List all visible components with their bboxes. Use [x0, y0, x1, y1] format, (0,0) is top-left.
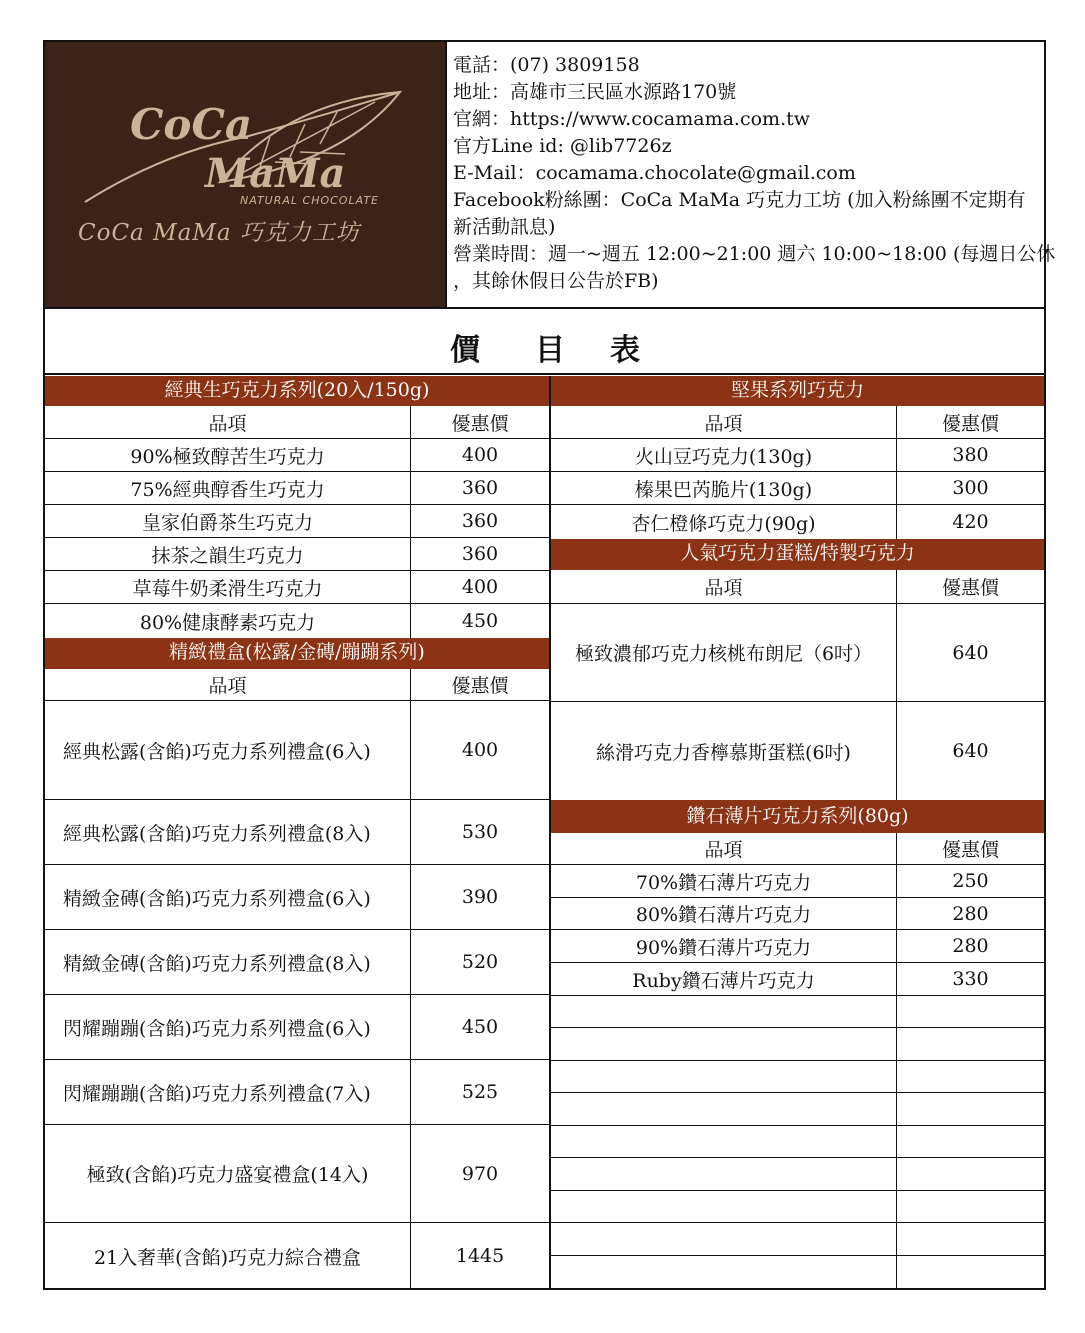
giftbox-item-name: 21入奢華(含餡)巧克力綜合禮盒: [45, 1223, 411, 1289]
contact-facebook: Facebook粉絲團：CoCa MaMa 巧克力工坊 (加入粉絲團不定期有: [453, 189, 1026, 211]
section-header-classic: 經典生巧克力系列(20入/150g): [45, 376, 549, 406]
empty-row: [551, 1061, 897, 1093]
giftbox-item-price: 525: [411, 1060, 549, 1125]
column-header-item: 品項: [45, 669, 411, 701]
empty-row: [897, 1158, 1044, 1191]
giftbox-item-price: 390: [411, 865, 549, 930]
diamond-item-price: 250: [897, 865, 1044, 898]
diamond-item-price: 330: [897, 963, 1044, 996]
column-header-price: 優惠價: [897, 406, 1044, 439]
empty-row: [551, 1256, 897, 1289]
column-header-item: 品項: [551, 570, 897, 604]
logo-script-mama: MaMa: [205, 150, 346, 197]
contact-address: 地址：高雄市三民區水源路170號: [453, 81, 737, 103]
diamond-item-name: Ruby鑽石薄片巧克力: [551, 963, 897, 996]
giftbox-item-name: 閃耀蹦蹦(含餡)巧克力系列禮盒(7入): [45, 1060, 411, 1125]
empty-row: [551, 1126, 897, 1158]
contact-info: [445, 42, 1056, 307]
section-header-giftbox: 精緻禮盒(松露/金磚/蹦蹦系列): [45, 638, 549, 669]
empty-row: [551, 1093, 897, 1126]
section-header-diamond: 鑽石薄片巧克力系列(80g): [551, 800, 1044, 833]
title-char-3: 表: [610, 333, 642, 368]
giftbox-item-price: 1445: [455, 1245, 505, 1267]
classic-item-price: 400: [411, 439, 549, 472]
empty-row: [551, 1191, 897, 1223]
classic-item-price: 360: [411, 505, 549, 538]
classic-item-price: 400: [411, 571, 549, 604]
nuts-item-name: 杏仁橙條巧克力(90g): [551, 505, 897, 539]
column-header-price: 優惠價: [897, 570, 1044, 604]
column-header-item: 品項: [551, 833, 897, 865]
brand-logo-panel: [45, 42, 445, 307]
diamond-item-price: 280: [897, 930, 1044, 963]
classic-item-name: 90%極致醇苦生巧克力: [45, 439, 411, 472]
contact-hours-cont: ，其餘休假日公告於FB): [453, 270, 659, 292]
classic-item-name: 80%健康酵素巧克力: [45, 604, 411, 638]
empty-row: [897, 1028, 1044, 1061]
column-header-price: 優惠價: [411, 406, 549, 439]
giftbox-item-name: 極致(含餡)巧克力盛宴禮盒(14入): [45, 1125, 411, 1223]
nuts-item-price: 420: [952, 511, 989, 533]
cake-item-name: 極致濃郁巧克力核桃布朗尼（6吋）: [551, 604, 897, 702]
giftbox-item-price: 530: [411, 800, 549, 865]
column-header-item: 品項: [551, 406, 897, 439]
empty-row: [897, 996, 1044, 1028]
nuts-item-name: 榛果巴芮脆片(130g): [551, 472, 897, 505]
giftbox-item-price: 400: [411, 701, 549, 800]
empty-row: [897, 1126, 1044, 1158]
giftbox-item-price: 450: [411, 995, 549, 1060]
title-char-1: 價: [450, 333, 482, 368]
classic-item-name: 75%經典醇香生巧克力: [45, 472, 411, 505]
classic-item-name: 皇家伯爵茶生巧克力: [45, 505, 411, 538]
section-header-nuts: 堅果系列巧克力: [551, 376, 1044, 406]
diamond-item-name: 90%鑽石薄片巧克力: [551, 930, 897, 963]
cake-item-name: 絲滑巧克力香檸慕斯蛋糕(6吋): [551, 702, 897, 800]
cake-item-price: 640: [897, 604, 1044, 702]
giftbox-item-name: 精緻金磚(含餡)巧克力系列禮盒(6入): [45, 865, 411, 930]
empty-row: [551, 1158, 897, 1191]
contact-hours: 營業時間：週一~週五 12:00~21:00 週六 10:00~18:00 (每週日公休: [453, 243, 1056, 265]
giftbox-item-name: 閃耀蹦蹦(含餡)巧克力系列禮盒(6入): [45, 995, 411, 1060]
section-header-cake: 人氣巧克力蛋糕/特製巧克力: [551, 539, 1044, 570]
nuts-item-price: 300: [897, 472, 1044, 505]
giftbox-item-price: 520: [411, 930, 549, 995]
contact-phone: 電話：(07) 3809158: [453, 54, 640, 76]
column-header-price: 優惠價: [411, 669, 549, 701]
title-char-2: 目: [535, 333, 567, 368]
nuts-item-price: 380: [897, 439, 1044, 472]
classic-item-name: 抹茶之韻生巧克力: [45, 538, 411, 571]
giftbox-item-name: 經典松露(含餡)巧克力系列禮盒(6入): [45, 701, 411, 800]
contact-line-id: 官方Line id: @lib7726z: [453, 135, 672, 157]
giftbox-item-name: 經典松露(含餡)巧克力系列禮盒(8入): [45, 800, 411, 865]
diamond-item-name: 70%鑽石薄片巧克力: [551, 865, 897, 898]
contact-email: E-Mail：cocamama.chocolate@gmail.com: [453, 162, 856, 184]
empty-row: [551, 1223, 897, 1256]
column-header-item: 品項: [45, 406, 411, 439]
column-header-price: 優惠價: [897, 833, 1044, 865]
giftbox-item-name: 精緻金磚(含餡)巧克力系列禮盒(8入): [45, 930, 411, 995]
classic-item-price: 360: [411, 538, 549, 571]
empty-row: [551, 1028, 897, 1061]
cake-item-price: 640: [952, 740, 989, 762]
classic-item-price: 360: [411, 472, 549, 505]
classic-item-price: 450: [461, 610, 499, 632]
logo-tagline: NATURAL CHOCOLATE: [240, 194, 379, 207]
diamond-item-name: 80%鑽石薄片巧克力: [551, 898, 897, 930]
giftbox-item-price: 970: [411, 1125, 549, 1223]
page-title: [45, 307, 1044, 375]
nuts-item-name: 火山豆巧克力(130g): [551, 439, 897, 472]
empty-row: [897, 1061, 1044, 1093]
empty-row: [897, 1223, 1044, 1256]
contact-facebook-cont: 新活動訊息): [453, 216, 556, 238]
empty-row: [897, 1256, 1044, 1289]
classic-item-name: 草莓牛奶柔滑生巧克力: [45, 571, 411, 604]
diamond-item-price: 280: [897, 898, 1044, 930]
empty-row: [551, 996, 897, 1028]
empty-row: [897, 1191, 1044, 1223]
contact-website: 官網：https://www.cocamama.com.tw: [453, 108, 811, 130]
logo-brand-name: CoCa MaMa 巧克力工坊: [78, 220, 360, 246]
logo-script-coca: CoCa: [130, 100, 253, 149]
empty-row: [897, 1093, 1044, 1126]
